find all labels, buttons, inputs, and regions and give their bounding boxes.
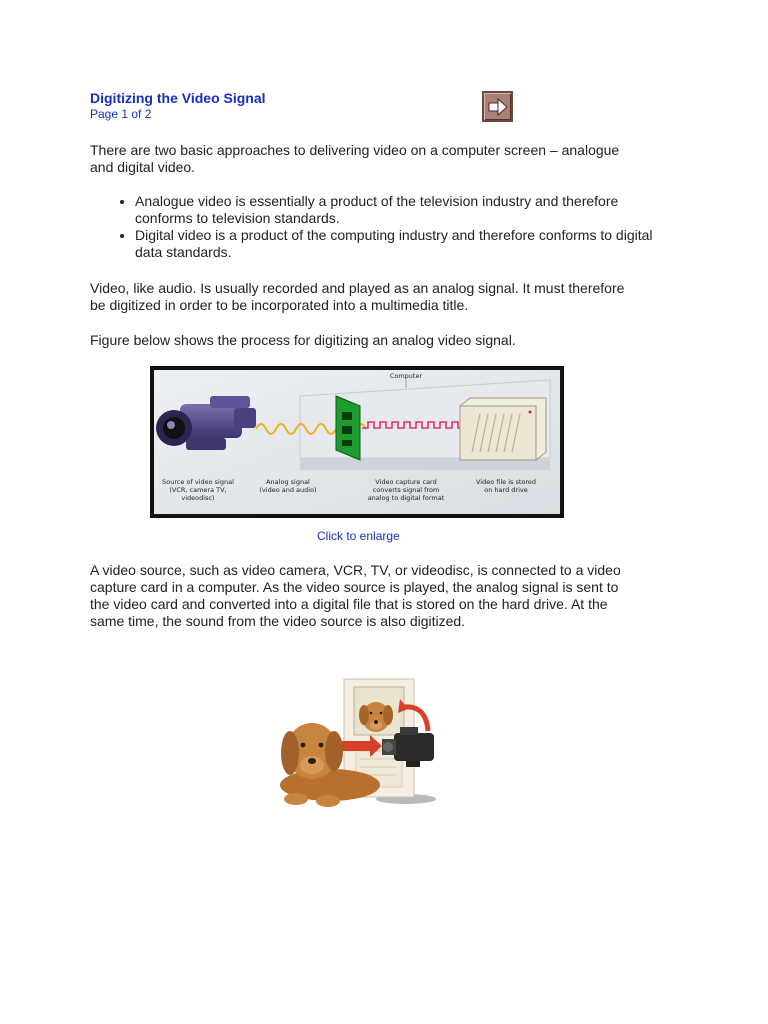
page-header bbox=[90, 90, 630, 121]
video-file-label: Video file is stored on hard drive bbox=[475, 478, 537, 494]
capture-card-icon bbox=[336, 396, 360, 460]
computer-label: Computer bbox=[389, 372, 423, 380]
intro-paragraph: There are two basic approaches to delivering video on a computer screen – analogue and digital video. bbox=[90, 142, 620, 175]
list-item-analogue: • Analogue video is essentially a product of the television industry and therefore conforms to television standards. bbox=[135, 193, 655, 227]
figure-intro-paragraph: Figure below shows the process for digitizing an analog video signal. bbox=[90, 332, 516, 348]
capture-card-label: Video capture card converts signal from analog to digital format bbox=[367, 478, 445, 502]
analog-signal-paragraph: Video, like audio. Is usually recorded and played as an analog signal. It must therefore be digitized in order to be incorporated into a multimedia title. bbox=[90, 280, 625, 313]
hard-drive-icon bbox=[460, 398, 546, 460]
page-title: Digitizing the Video Signal bbox=[90, 90, 266, 106]
right-arrow-icon bbox=[488, 98, 508, 116]
source-label: Source of video signal (VCR, camera TV, videodisc) bbox=[162, 478, 234, 502]
analog-signal-label: Analog signal (video and audio) bbox=[259, 478, 317, 494]
page-indicator: Page 1 of 2 bbox=[90, 107, 152, 121]
capture-description-paragraph: A video source, such as video camera, VCR, TV, or videodisc, is connected to a video capture card in a computer. As the video source is played, the analog signal is sent to the video card and converted into a digital file that is stored on the hard drive. At the same time, the sound from the video source is also digitized. bbox=[90, 562, 621, 629]
video-types-list bbox=[90, 193, 655, 261]
digitizing-process-figure[interactable] bbox=[150, 366, 564, 518]
next-page-button[interactable] bbox=[482, 91, 513, 122]
click-to-enlarge-link[interactable]: Click to enlarge bbox=[317, 529, 400, 543]
list-item-digital: • Digital video is a product of the computing industry and therefore conforms to digital data standards. bbox=[135, 227, 655, 261]
dog-capture-illustration bbox=[276, 665, 446, 820]
